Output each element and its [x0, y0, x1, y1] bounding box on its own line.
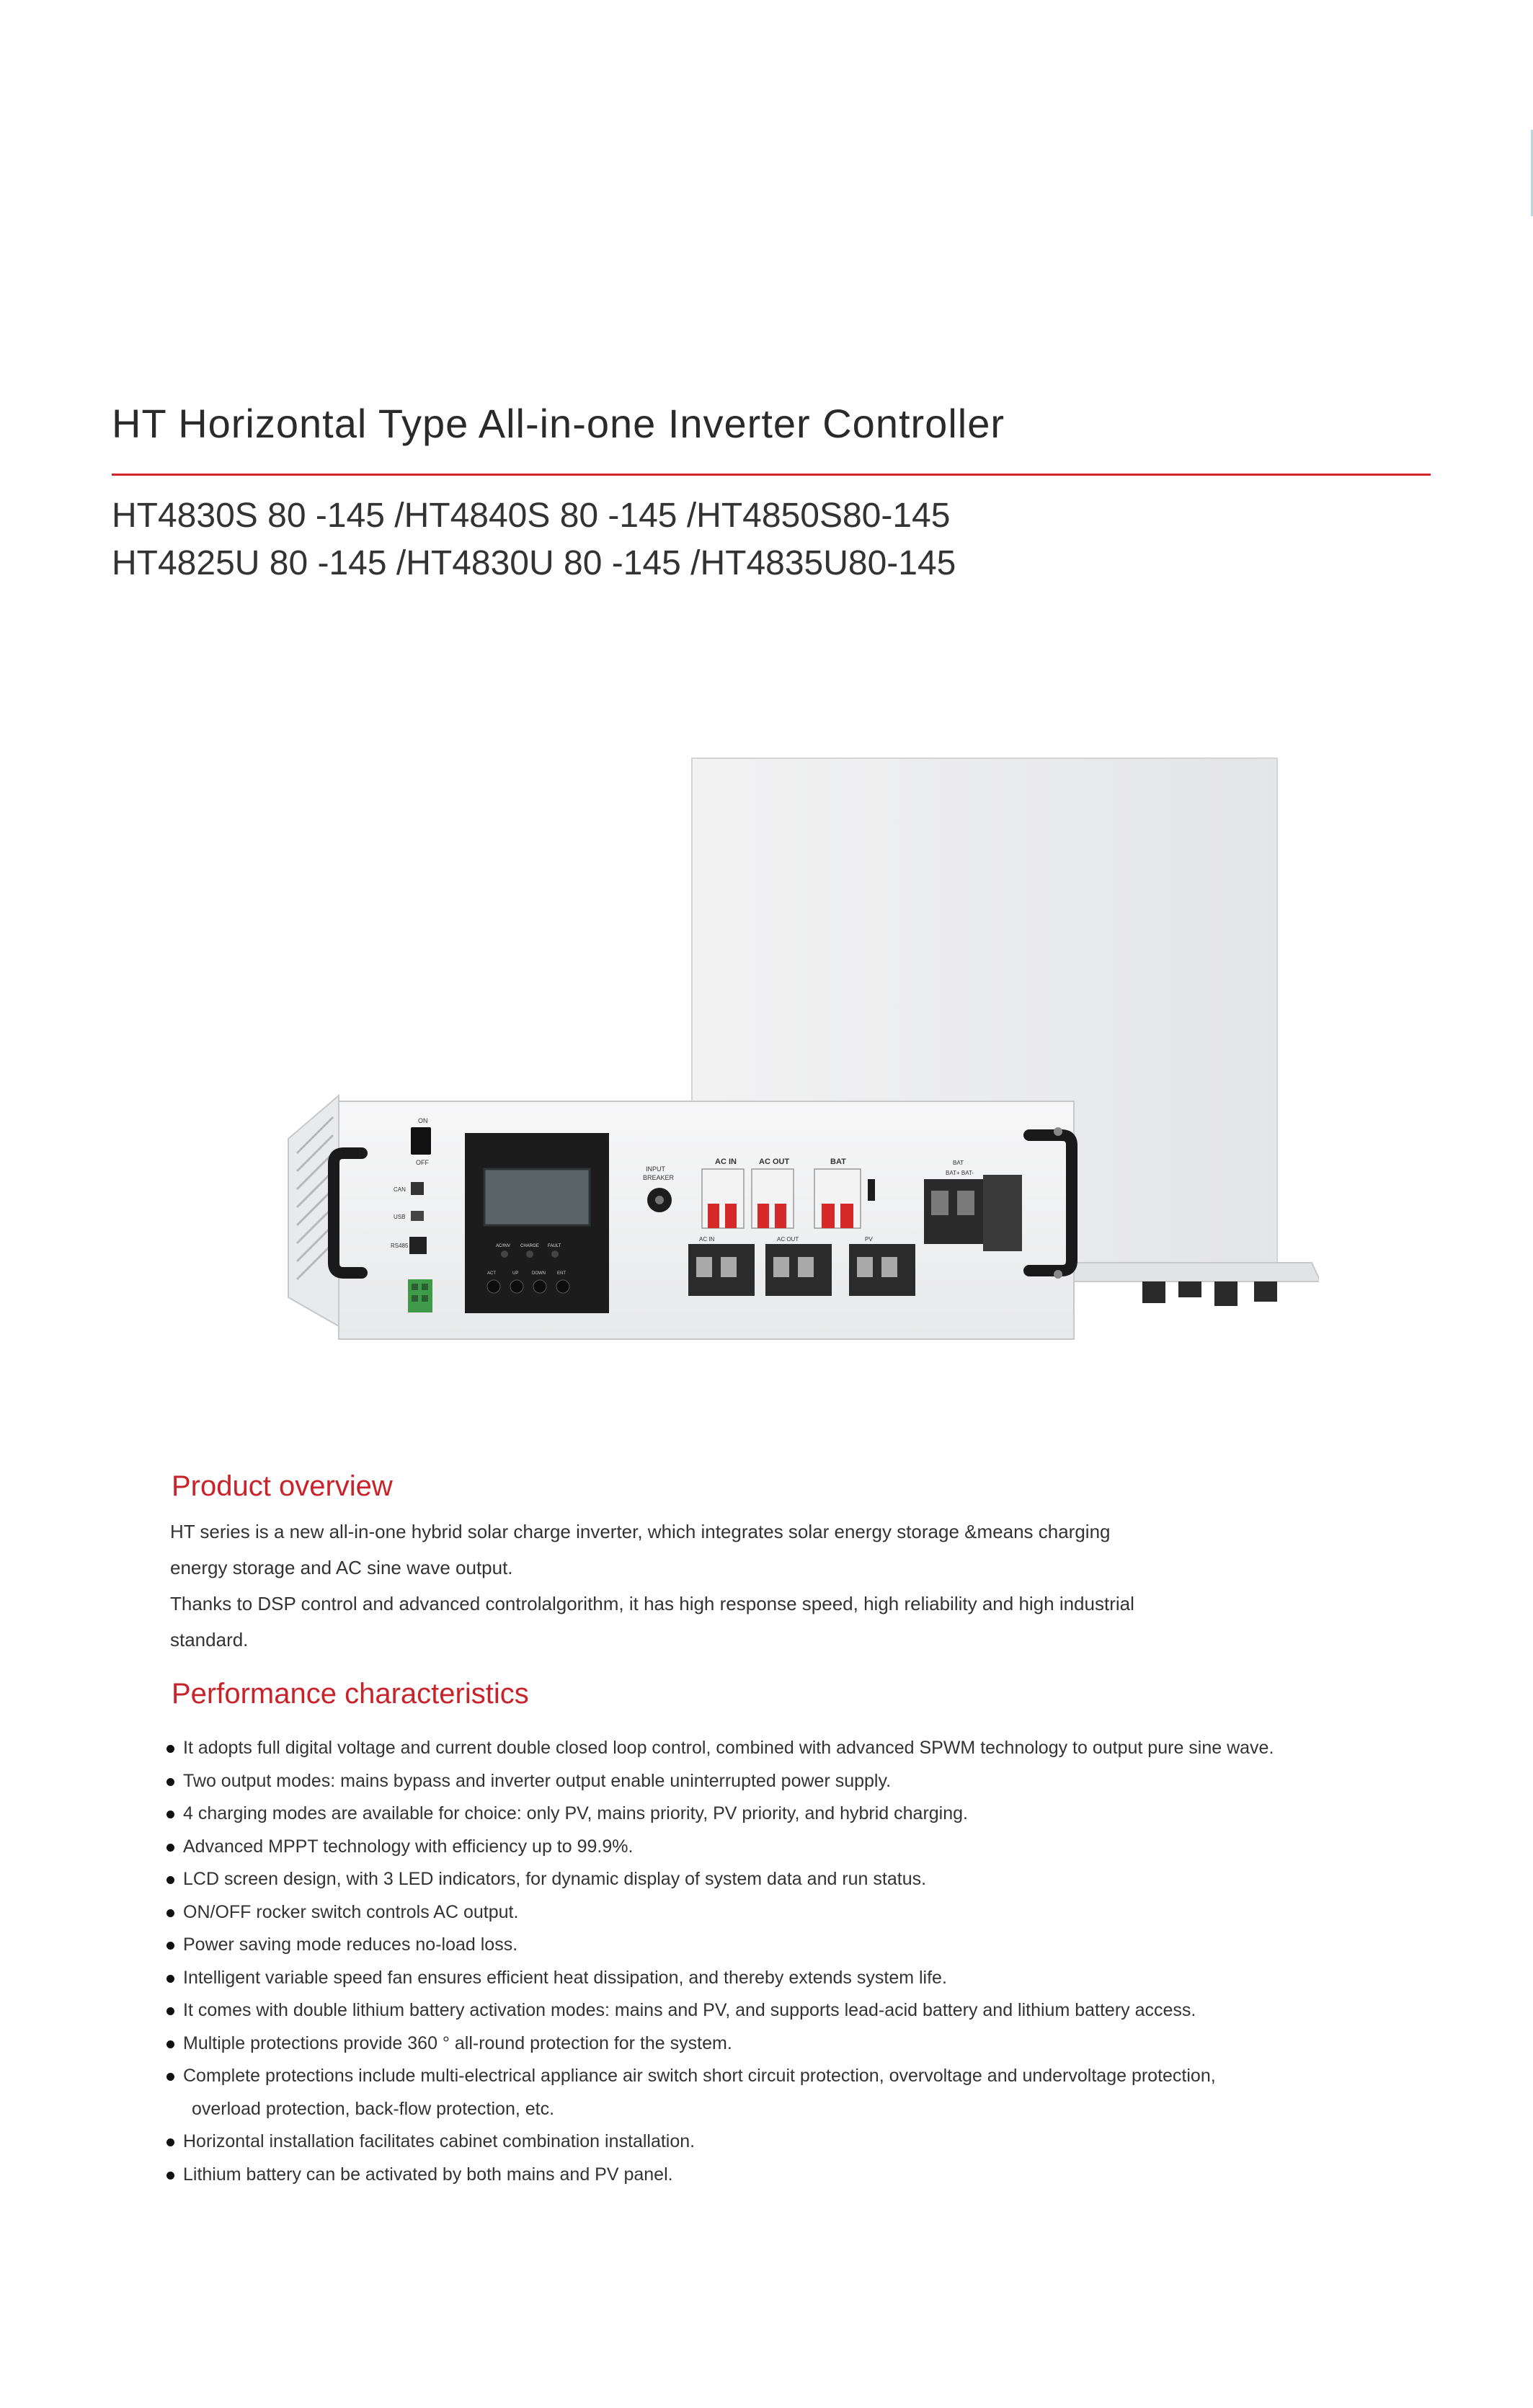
performance-item: Multiple protections provide 360 ° all-round protection for the system. — [164, 2027, 1498, 2061]
performance-item: 4 charging modes are available for choice: only PV, mains priority, PV priority, and hybrid charging. — [164, 1798, 1498, 1831]
base-foot-4 — [1254, 1281, 1277, 1302]
overview-line-1: HT series is a new all-in-one hybrid solar charge inverter, which integrates solar energy storage &means charging — [170, 1521, 1111, 1542]
led-ac-inv — [501, 1250, 508, 1258]
acout-block-label: AC OUT — [777, 1236, 799, 1243]
base-foot-3 — [1214, 1281, 1237, 1306]
battery-terminal-cover — [983, 1175, 1022, 1251]
switch-off-label: OFF — [416, 1159, 429, 1166]
performance-list — [164, 1732, 1498, 2191]
acin-block-label: AC IN — [699, 1236, 715, 1243]
btn-label-1: ACT — [487, 1271, 496, 1276]
led-label-1: AC/INV — [496, 1244, 511, 1248]
led-label-3: FAULT — [548, 1244, 561, 1248]
breaker-cover-edge — [868, 1179, 875, 1201]
model-line-1: HT4830S 80 -145 /HT4840S 80 -145 /HT4850S80-145 — [112, 497, 951, 535]
performance-item: Intelligent variable speed fan ensures efficient heat dissipation, and thereby extends system life. — [164, 1962, 1498, 1995]
performance-item: ON/OFF rocker switch controls AC output. — [164, 1896, 1498, 1929]
acin-label: AC IN — [715, 1158, 737, 1166]
bat-label: BAT — [830, 1158, 846, 1166]
performance-item: Complete protections include multi-electrical appliance air switch short circuit protection, overvoltage and undervoltage protection, — [164, 2060, 1498, 2093]
can-port — [411, 1182, 424, 1195]
button-down — [533, 1280, 546, 1293]
performance-item: It adopts full digital voltage and current double closed loop control, combined with advanced SPWM technology to output pure sine wave. — [164, 1732, 1498, 1765]
performance-item-continuation: overload protection, back-flow protection, etc. — [192, 2098, 555, 2119]
input-breaker-label-1: INPUT — [646, 1165, 665, 1173]
input-breaker-label-2: BREAKER — [643, 1174, 675, 1181]
base-foot-2 — [1178, 1281, 1201, 1297]
breaker-acin — [702, 1169, 744, 1228]
product-image — [267, 750, 1319, 1348]
performance-item: Advanced MPPT technology with efficiency up to 99.9%. — [164, 1831, 1498, 1864]
overview-heading: Product overview — [172, 1470, 393, 1502]
page-title: HT Horizontal Type All-in-one Inverter Controller — [112, 401, 1005, 446]
rj45-port — [409, 1237, 427, 1254]
led-label-2: CHARGE — [520, 1244, 539, 1248]
performance-item: Horizontal installation facilitates cabinet combination installation. — [164, 2125, 1498, 2159]
overview-line-3: Thanks to DSP control and advanced controlalgorithm, it has high response speed, high reliability and high industrial — [170, 1593, 1134, 1614]
btn-label-2: UP — [512, 1271, 519, 1276]
overview-line-2: energy storage and AC sine wave output. — [170, 1557, 513, 1578]
rocker-switch — [411, 1127, 431, 1155]
bat-terminal-label: BAT+ BAT- — [946, 1170, 974, 1176]
switch-on-label: ON — [418, 1117, 428, 1124]
acout-label: AC OUT — [759, 1158, 790, 1166]
port-label-3: USB — [394, 1214, 406, 1220]
performance-item: LCD screen design, with 3 LED indicators, for dynamic display of system data and run status. — [164, 1863, 1498, 1896]
breaker-acout — [752, 1169, 794, 1228]
performance-item: It comes with double lithium battery activation modes: mains and PV, and supports lead-acid battery and lithium battery access. — [164, 1994, 1498, 2027]
base-foot-1 — [1142, 1281, 1165, 1303]
led-charge — [526, 1250, 533, 1258]
title-divider — [112, 474, 1431, 476]
btn-label-3: DOWN — [532, 1271, 546, 1276]
btn-label-4: ENT — [557, 1271, 566, 1276]
port-label-4: RS485 — [391, 1243, 409, 1249]
port-label-1: CAN — [394, 1186, 406, 1193]
performance-item: Lithium battery can be activated by both mains and PV panel. — [164, 2159, 1498, 2192]
usb-port — [411, 1211, 424, 1221]
bat-block-label: BAT — [953, 1160, 964, 1166]
performance-item: Power saving mode reduces no-load loss. — [164, 1929, 1498, 1962]
pv-block-label: PV — [865, 1236, 873, 1243]
model-line-2: HT4825U 80 -145 /HT4830U 80 -145 /HT4835U80-145 — [112, 544, 956, 582]
button-ent — [556, 1280, 569, 1293]
lcd-screen — [484, 1169, 590, 1225]
performance-item: Two output modes: mains bypass and inverter output enable uninterrupted power supply. — [164, 1765, 1498, 1798]
breaker-bat — [814, 1169, 861, 1228]
button-up — [510, 1280, 523, 1293]
led-fault — [551, 1250, 559, 1258]
overview-line-4: standard. — [170, 1629, 249, 1650]
performance-heading: Performance characteristics — [172, 1678, 529, 1710]
button-act — [487, 1280, 500, 1293]
